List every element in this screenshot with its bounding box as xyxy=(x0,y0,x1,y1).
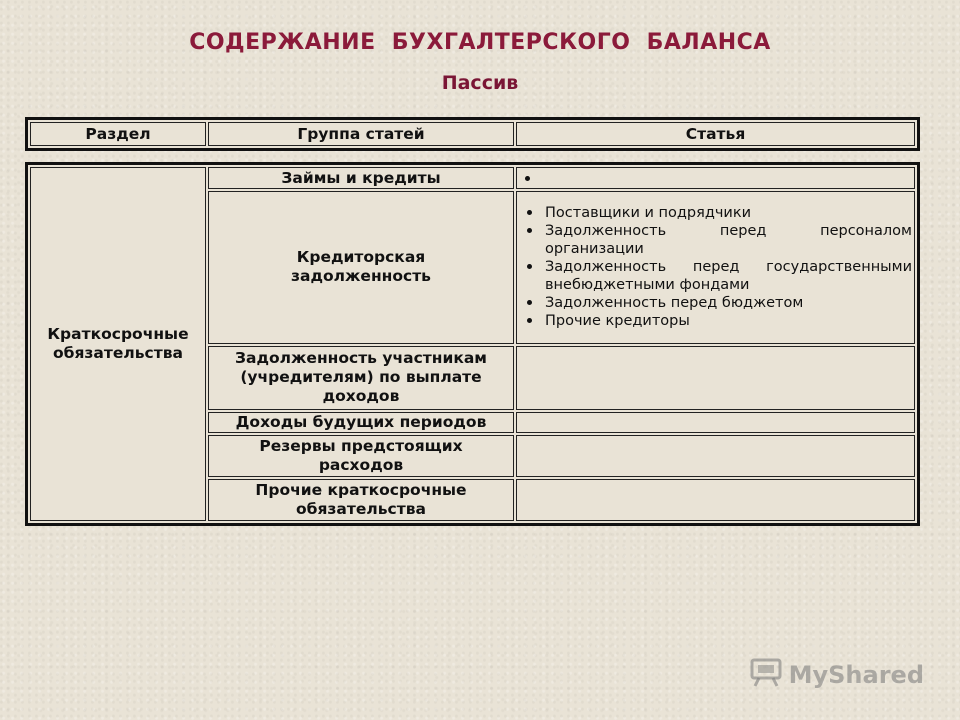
group-cell: Кредиторская задолженность xyxy=(208,191,514,343)
watermark xyxy=(749,657,924,693)
group-cell: Доходы будущих периодов xyxy=(208,412,514,433)
item-cell xyxy=(516,412,915,433)
presentation-icon xyxy=(749,657,783,693)
header-item: Статья xyxy=(516,122,915,146)
bullet-icon xyxy=(521,169,910,187)
group-cell: Займы и кредиты xyxy=(208,167,514,189)
watermark-text: MyShared xyxy=(788,661,924,689)
group-cell: Прочие краткосрочные обязательства xyxy=(208,479,514,521)
list-item: Задолженность перед государственными внебюджетными фондами xyxy=(545,259,912,294)
group-cell: Резервы предстоящих расходов xyxy=(208,435,514,477)
list-item: Прочие кредиторы xyxy=(545,312,912,330)
slide-title: СОДЕРЖАНИЕ БУХГАЛТЕРСКОГО БАЛАНСА xyxy=(189,30,771,55)
item-cell xyxy=(516,191,915,343)
list-item: Задолженность перед персоналом организации xyxy=(545,223,912,258)
balance-table xyxy=(25,162,920,526)
header-section: Раздел xyxy=(30,122,206,146)
item-cell xyxy=(516,435,915,477)
list-item: Задолженность перед бюджетом xyxy=(545,294,912,312)
section-cell: Краткосрочные обязательства xyxy=(30,167,206,521)
slide-subtitle: Пассив xyxy=(441,72,519,94)
header-table xyxy=(25,117,920,151)
item-cell xyxy=(516,346,915,410)
item-cell xyxy=(516,479,915,521)
list-item: Поставщики и подрядчики xyxy=(545,204,912,222)
creditor-list xyxy=(521,204,912,330)
header-group: Группа статей xyxy=(208,122,514,146)
table-row xyxy=(30,167,915,189)
group-cell: Задолженность участникам (учредителям) по выплате доходов xyxy=(208,346,514,410)
item-cell xyxy=(516,167,915,189)
header-row xyxy=(30,122,915,146)
